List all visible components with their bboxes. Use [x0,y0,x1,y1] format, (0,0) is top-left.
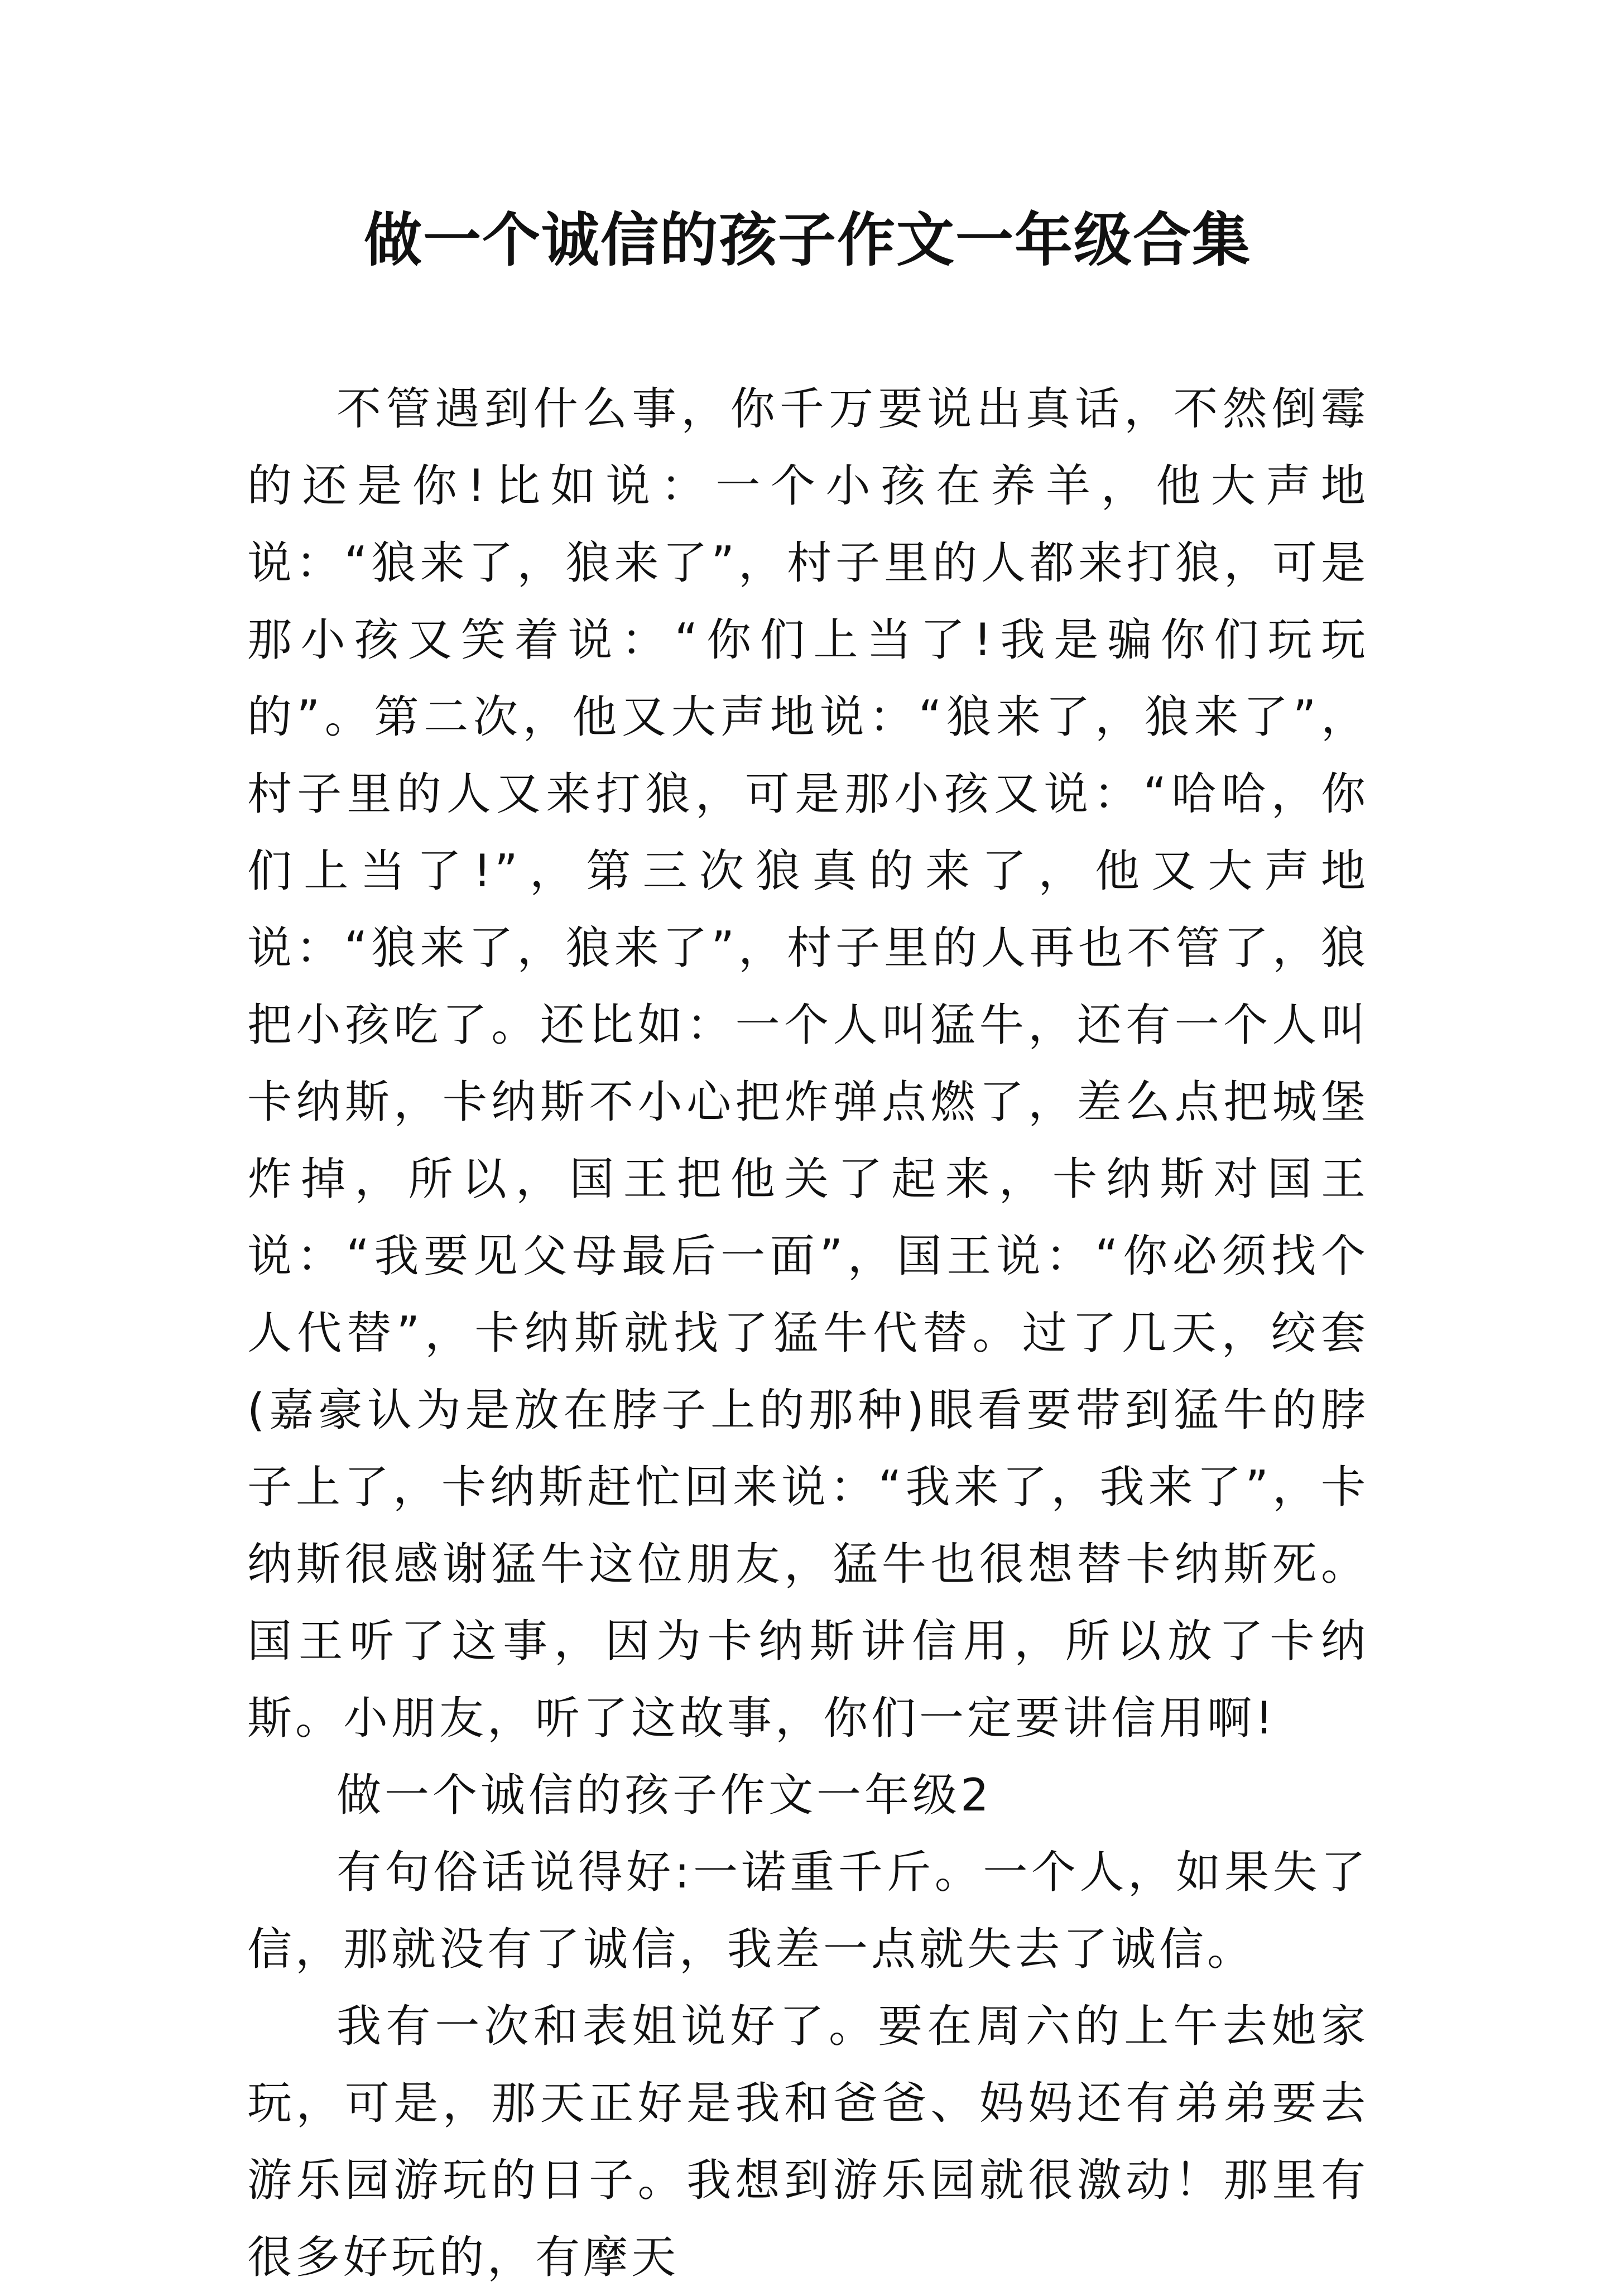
document-body [247,371,1369,2296]
paragraph-2: 有句俗话说得好:一诺重千斤。一个人，如果失了信，那就没有了诚信，我差一点就失去了诚信。 [247,1846,1369,1975]
paragraph-3: 我有一次和表姐说好了。要在周六的上午去她家玩，可是，那天正好是我和爸爸、妈妈还有弟弟要去游乐园游玩的日子。我想到游乐园就很激动！那里有很多好玩的，有摩天 [247,2000,1369,2283]
section-heading-2: 做一个诚信的孩子作文一年级2 [337,1769,992,1821]
document-title: 做一个诚信的孩子作文一年级合集 [363,205,1251,274]
paragraph-1: 不管遇到什么事，你千万要说出真话，不然倒霉的还是你!比如说：一个小孩在养羊，他大声地说：“狼来了，狼来了”，村子里的人都来打狼，可是那小孩又笑着说：“你们上当了!我是骗你们玩玩的”。第二次，他又大声地说：“狼来了，狼来了”，村子里的人又来打狼，可是那小孩又说：“哈哈，你们上当了!”，第三次狼真的来了，他又大声地说：“狼来了，狼来了”，村子里的人再也不管了，狼把小孩吃了。还比如：一个人叫猛牛，还有一个人叫卡纳斯，卡纳斯不小心把炸弹点燃了，差么点把城堡炸掉，所以，国王把他关了起来，卡纳斯对国王说：“我要见父母最后一面”，国王说：“你必须找个人代替”，卡纳斯就找了猛牛代替。过了几天，绞套(嘉豪认为是放在脖子上的那种)眼看要带到猛牛的脖子上了，卡纳斯赶忙回来说：“我来了，我来了”，卡纳斯很感谢猛牛这位朋友，猛牛也很想替卡纳斯死。国王听了这事，因为卡纳斯讲信用，所以放了卡纳斯。小朋友，听了这故事，你们一定要讲信用啊! [247,383,1369,1744]
